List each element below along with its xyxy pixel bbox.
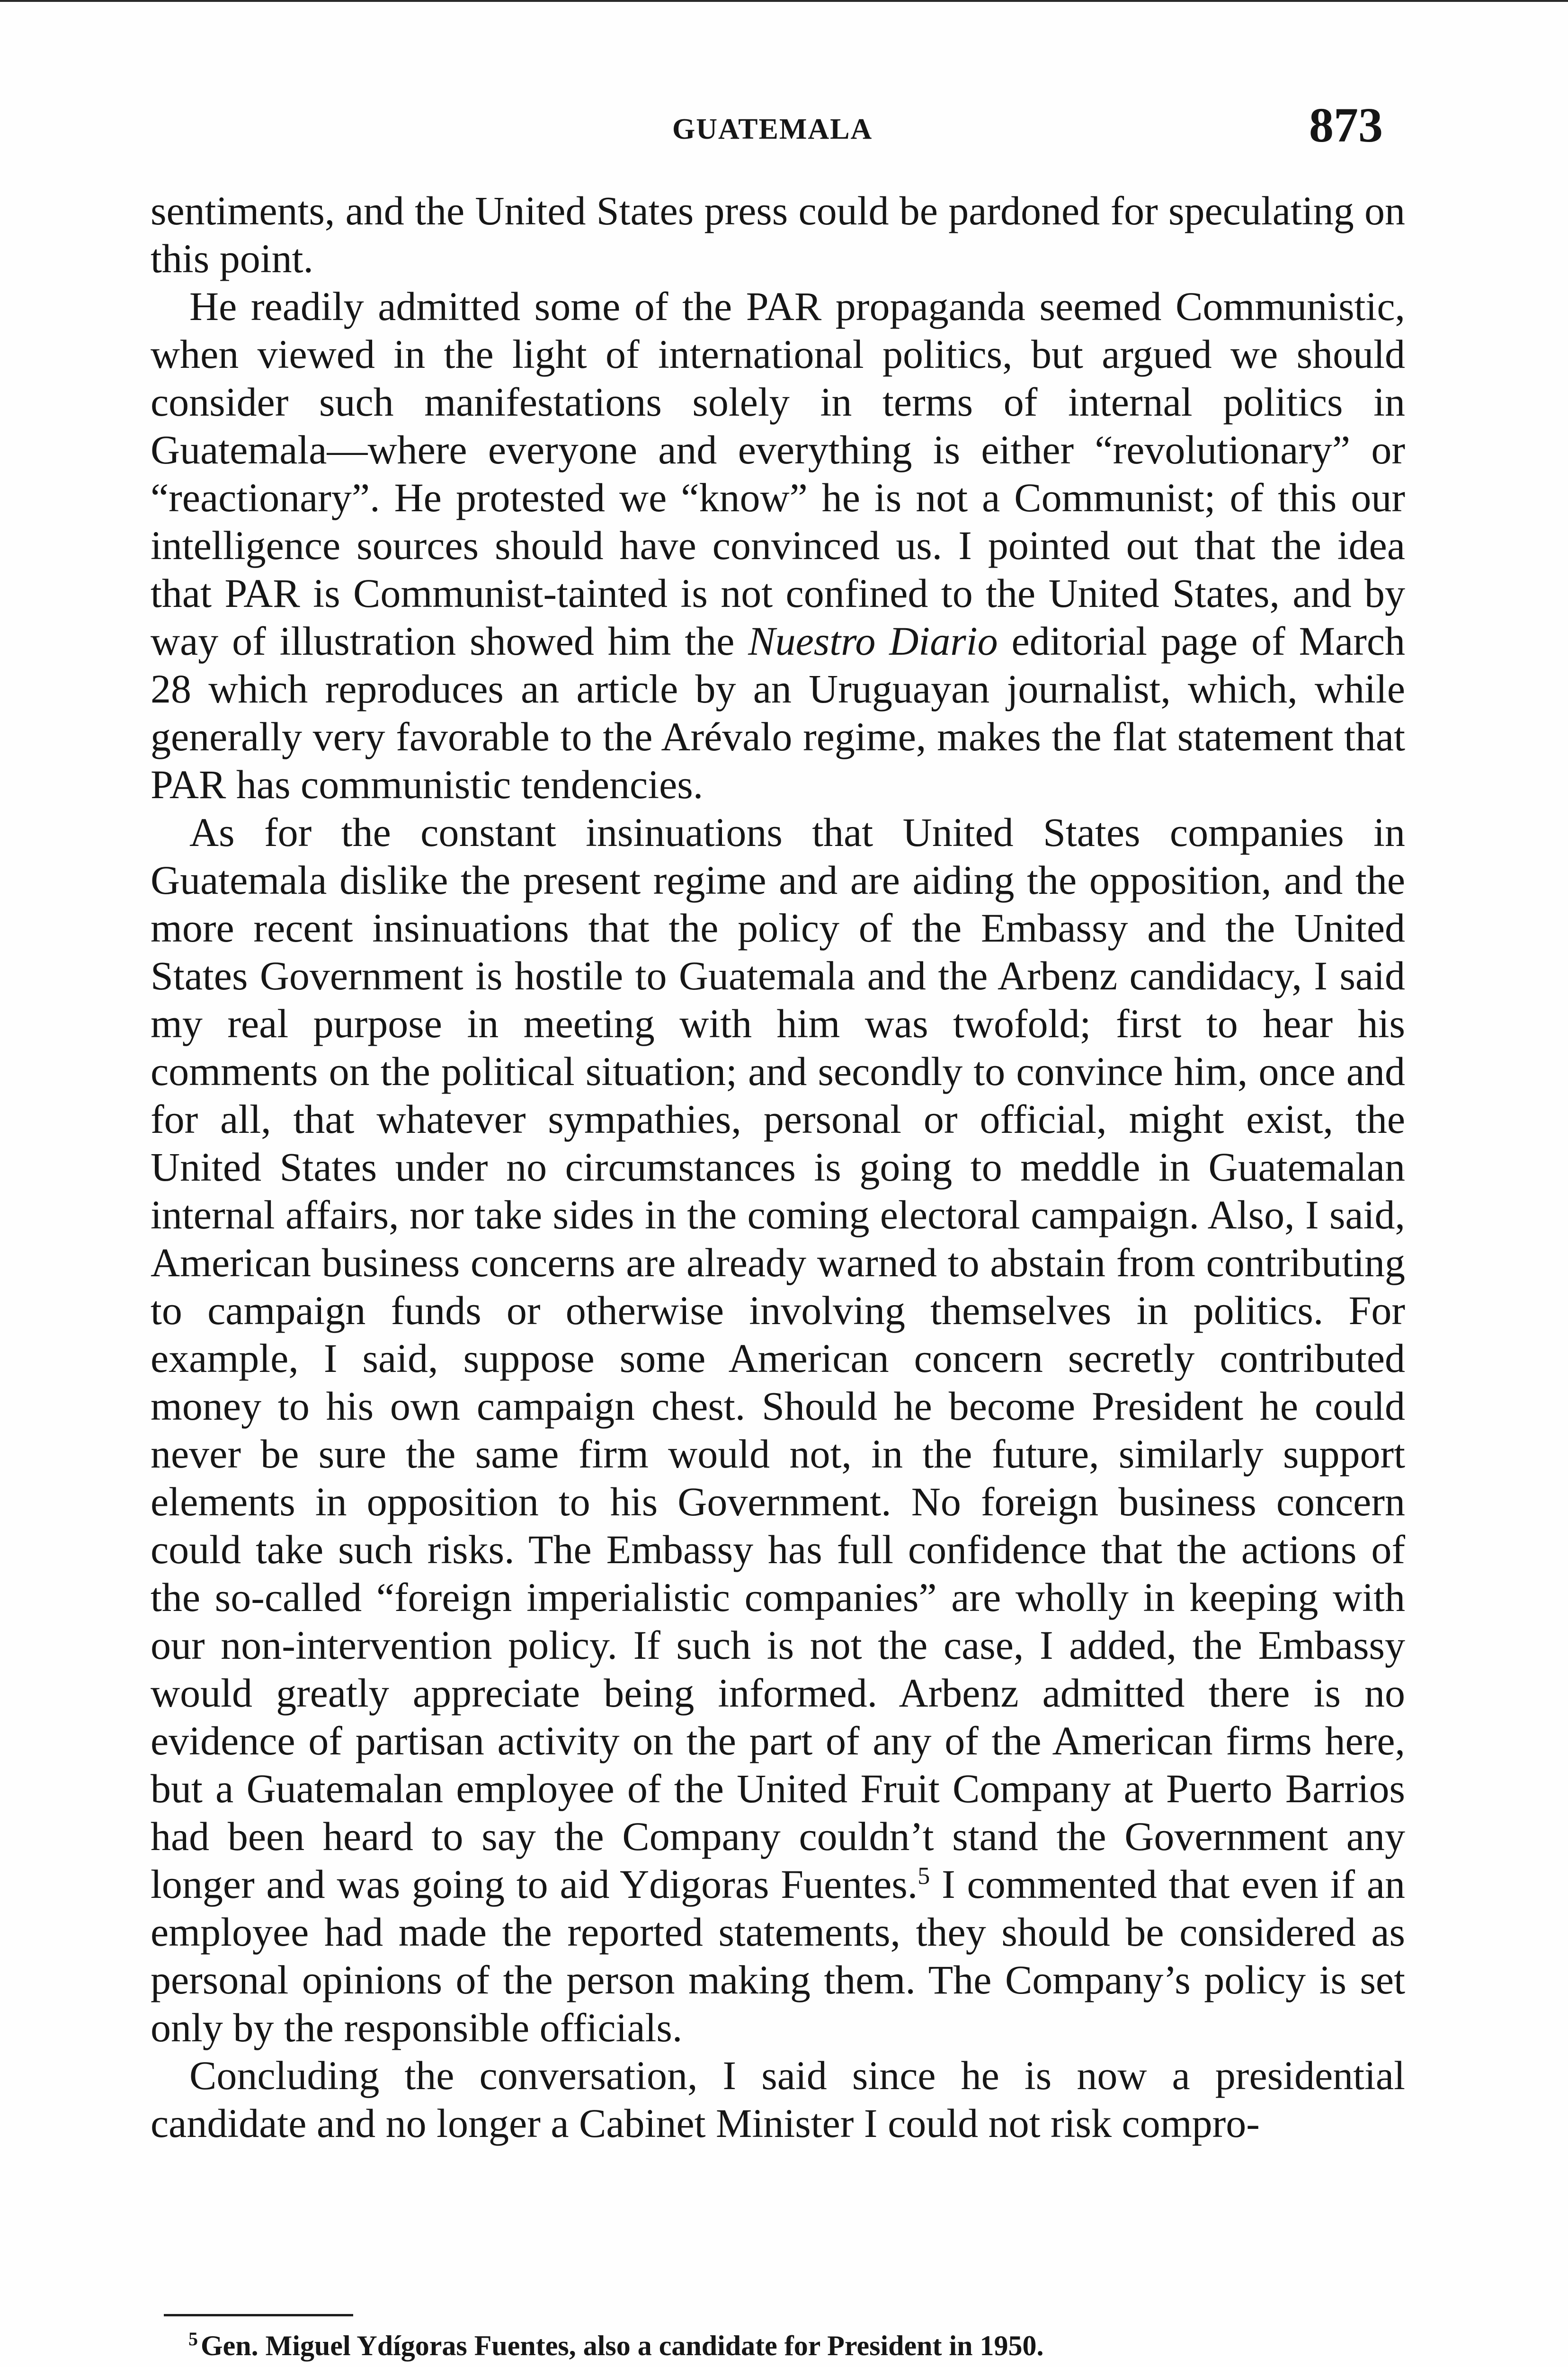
paragraph-1: sentiments, and the United States press could be pardoned for speculating on this point. xyxy=(151,188,1405,281)
footnote-divider xyxy=(164,2314,353,2316)
running-head: GUATEMALA xyxy=(672,113,873,145)
paragraph-3 xyxy=(151,809,1405,2052)
paragraph-2 xyxy=(151,283,1405,809)
footnote xyxy=(188,2327,1391,2365)
footnote-mark: 5 xyxy=(188,2328,198,2349)
page-number: 873 xyxy=(1309,98,1383,152)
top-edge-rule xyxy=(0,0,1568,2)
footnote-reference: 5 xyxy=(918,1862,930,1890)
paragraph-2-text-a: He readily admitted some of the PAR propaganda seemed Communistic, when viewed in the light of international politics, but argued we should consider such manifestations solely in terms of internal politics in Guatemala—where everyone and everything is either “revolutionary” or “reactionary”. He protested we “know” he is not a Communist; of this our intelligence sources should have convinced us. I pointed out that the idea that PAR is Communist-tainted is not confined to the United States, and by way of illustration showed him the xyxy=(151,284,1405,664)
body-text xyxy=(151,187,1405,2147)
paragraph-2-text-b: editorial page of March 28 which reproduces an article by an Uruguayan journalist, which, while generally very favorable to the Arévalo regime, makes the flat statement that PAR has communistic tendencies. xyxy=(151,618,1406,807)
paragraph-3-text-a: As for the constant insinuations that United States companies in Guatemala dislike the present regime and are aiding the opposition, and the more recent insinuations that the policy of the Embassy and the United States Government is hostile to Guatemala and the Arbenz candidacy, I said my real purpose in meeting with him was twofold; first to hear his comments on the political situation; and secondly to convince him, once and for all, that whatever sympathies, personal or official, might exist, the United States under no circumstances is going to meddle in Guatemalan internal affairs, nor take sides in the coming electoral campaign. Also, I said, American business concerns are already warned to abstain from contributing to campaign funds or otherwise involving themselves in politics. For example, I said, suppose some American concern secretly contributed money to his own campaign chest. Should he become President he could never be sure the same firm would not, in the future, similarly support elements in opposition to his Government. No foreign business concern could take such risks. The Embassy has full confidence that the actions of the so-called “foreign imperialistic companies” are wholly in keeping with our non-intervention policy. If such is not the case, I added, the Embassy would greatly appreciate being informed. Arbenz admitted there is no evidence of partisan activity on the part of any of the American firms here, but a Guatemalan employee of the United Fruit Company at Puerto Barrios had been heard to say the Company couldn’t stand the Government any longer and was going to aid Ydigoras Fuentes. xyxy=(151,810,1405,1907)
footnote-text: Gen. Miguel Ydígoras Fuentes, also a candidate for President in 1950. xyxy=(201,2330,1044,2361)
newspaper-title: Nuestro Diario xyxy=(748,618,998,664)
paragraph-3-text-b: I commented that even if an employee had made the reported statements, they should be considered as personal opinions of the person making them. The Company’s policy is set only by the responsible officials. xyxy=(151,1861,1405,2050)
paragraph-4: Concluding the conversation, I said since he is now a presidential candidate and no longer a Cabinet Minister I could not risk compro- xyxy=(151,2053,1405,2146)
